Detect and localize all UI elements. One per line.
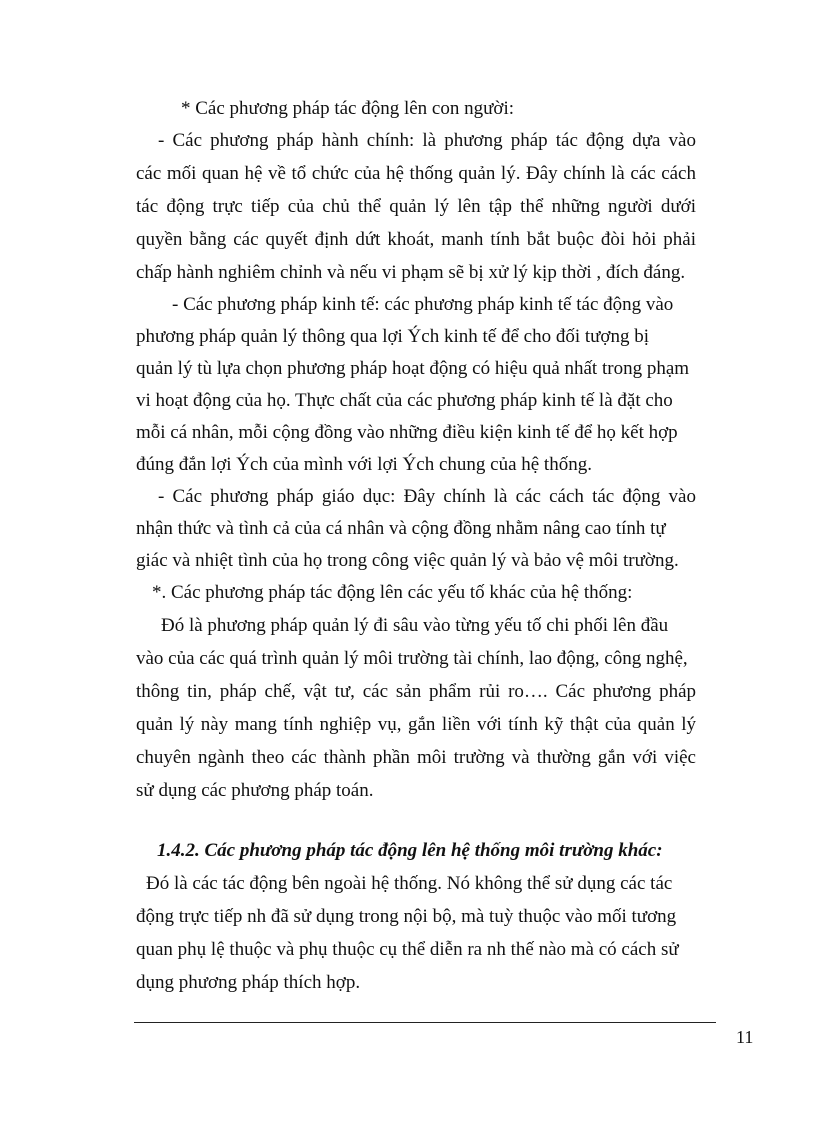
page-number: 11 — [736, 1027, 754, 1047]
paragraph-line: Đó là phương pháp quản lý đi sâu vào từng yếu tố chi phối lên đầu — [161, 615, 669, 636]
paragraph-line: chấp hành nghiêm chỉnh và nếu vi phạm sẽ bị xử lý kịp thời , đích đáng. — [136, 262, 686, 283]
paragraph-line: vi hoạt động của họ. Thực chất của các phương pháp kinh tế là đặt cho — [136, 390, 673, 411]
bullet-heading-factors: *. Các phương pháp tác động lên các yếu tố khác của hệ thống: — [152, 582, 633, 603]
paragraph-line: phương pháp quản lý thông qua lợi Ých kinh tế để cho đối tượng bị — [136, 326, 649, 347]
paragraph-line: động trực tiếp nh đã sử dụng trong nội bộ, mà tuỳ thuộc vào mối tương — [136, 906, 677, 927]
section-heading: 1.4.2. Các phương pháp tác động lên hệ thống môi trường khác: — [157, 840, 663, 861]
footer-rule — [134, 1022, 716, 1023]
paragraph-line: dụng phương pháp thích hợp. — [136, 972, 361, 993]
paragraph-line: các mối quan hệ về tổ chức của hệ thống quản lý. Đây chính là các cách — [136, 163, 696, 184]
paragraph-line: vào của các quá trình quản lý môi trường tài chính, lao động, công nghệ, — [136, 648, 688, 669]
paragraph-line: quản lý này mang tính nghiệp vụ, gắn liền với tính kỹ thật của quản lý — [136, 714, 696, 735]
paragraph-line: thông tin, pháp chế, vật tư, các sản phẩm rủi ro…. Các phương pháp — [136, 681, 696, 702]
paragraph-line: chuyên ngành theo các thành phần môi trường và thường gắn với việc — [136, 747, 696, 768]
paragraph-line: mỗi cá nhân, mỗi cộng đồng vào những điều kiện kinh tế để họ kết hợp — [136, 422, 678, 443]
paragraph-line: sử dụng các phương pháp toán. — [136, 780, 374, 801]
paragraph-line: quyền bằng các quyết định dứt khoát, manh tính bắt buộc đòi hỏi phải — [136, 229, 696, 250]
paragraph-line: quan phụ lệ thuộc và phụ thuộc cụ thể diễn ra nh thế nào mà có cách sử — [136, 939, 679, 960]
paragraph-line: đúng đắn lợi Ých của mình với lợi Ých chung của hệ thống. — [136, 454, 592, 475]
paragraph-line: - Các phương pháp kinh tế: các phương pháp kinh tế tác động vào — [172, 294, 674, 315]
paragraph-line: Đó là các tác động bên ngoài hệ thống. Nó không thể sử dụng các tác — [146, 873, 673, 894]
paragraph-line: giác và nhiệt tình của họ trong công việc quản lý và bảo vệ môi trường. — [136, 550, 679, 571]
paragraph-line: tác động trực tiếp của chủ thể quản lý lên tập thể những người dưới — [136, 196, 696, 217]
paragraph-line: quản lý tù lựa chọn phương pháp hoạt động có hiệu quả nhất trong phạm — [136, 358, 690, 379]
paragraph-line: - Các phương pháp hành chính: là phương pháp tác động dựa vào — [158, 130, 696, 151]
bullet-heading-human: * Các phương pháp tác động lên con người: — [181, 98, 515, 119]
paragraph-line: - Các phương pháp giáo dục: Đây chính là các cách tác động vào — [158, 486, 696, 507]
paragraph-line: nhận thức và tình cả của cá nhân và cộng đồng nhằm nâng cao tính tự — [136, 518, 666, 539]
